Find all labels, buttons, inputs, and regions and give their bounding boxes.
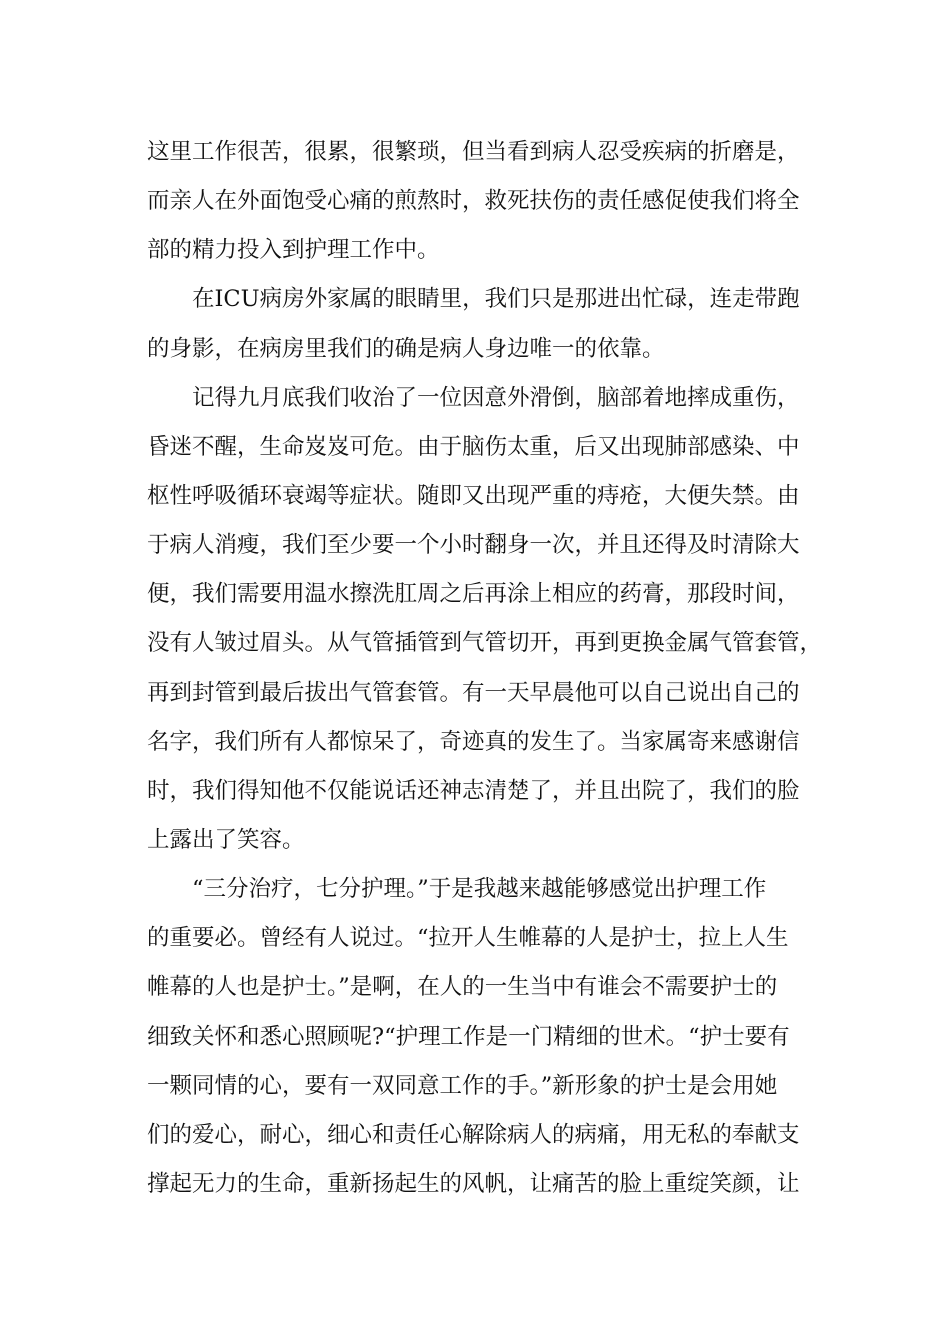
text-line: 的重要必。曾经有人说过。“拉开人生帷幕的人是护士，拉上人生 (147, 925, 789, 952)
text-line: 时，我们得知他不仅能说话还神志清楚了，并且出院了，我们的脸 (147, 777, 800, 804)
text-line: 于病人消瘦，我们至少要一个小时翻身一次，并且还得及时清除大 (147, 532, 800, 559)
text-line: 没有人皱过眉头。从气管插管到气管切开，再到更换金属气管套管， (147, 630, 823, 657)
text-line: 这里工作很苦，很累，很繁琐，但当看到病人忍受疾病的折磨是， (147, 139, 800, 165)
text-line: 上露出了笑容。 (147, 826, 305, 853)
paragraph-first-line: “三分治疗，七分护理。”于是我越来越能够感觉出护理工作 (192, 876, 767, 903)
paragraph-first-line: 记得九月底我们收治了一位因意外滑倒，脑部着地摔成重伤， (192, 384, 800, 411)
text-line: 的身影，在病房里我们的确是病人身边唯一的依靠。 (147, 335, 665, 362)
text-line: 昏迷不醒，生命岌岌可危。由于脑伤太重，后又出现肺部感染、中 (147, 433, 800, 460)
text-line: 名字，我们所有人都惊呆了，奇迹真的发生了。当家属寄来感谢信 (147, 728, 800, 755)
document-body (147, 128, 827, 1209)
text-line: 一颗同情的心，要有一双同意工作的手。”新形象的护士是会用她 (147, 1072, 778, 1099)
text-line: 枢性呼吸循环衰竭等症状。随即又出现严重的痔疮，大便失禁。由 (147, 482, 800, 509)
text-line: 便，我们需要用温水擦洗肛周之后再涂上相应的药膏，那段时间， (147, 581, 800, 608)
text-line: 们的爱心，耐心，细心和责任心解除病人的病痛，用无私的奉献支 (147, 1121, 800, 1148)
text-line: 再到封管到最后拔出气管套管。有一天早晨他可以自己说出自己的 (147, 679, 800, 706)
text-line: 撑起无力的生命，重新扬起生的风帆，让痛苦的脸上重绽笑颜，让 (147, 1170, 800, 1197)
text-line: 帷幕的人也是护士。”是啊，在人的一生当中有谁会不需要护士的 (147, 974, 778, 1001)
text-line: 细致关怀和悉心照顾呢?“护理工作是一门精细的世术。“护士要有 (147, 1023, 790, 1050)
text-line: 而亲人在外面饱受心痛的煎熬时，救死扶伤的责任感促使我们将全 (147, 188, 800, 215)
text-line: 部的精力投入到护理工作中。 (147, 237, 440, 264)
paragraph-first-line: 在ICU病房外家属的眼睛里，我们只是那进出忙碌，连走带跑 (192, 286, 800, 313)
